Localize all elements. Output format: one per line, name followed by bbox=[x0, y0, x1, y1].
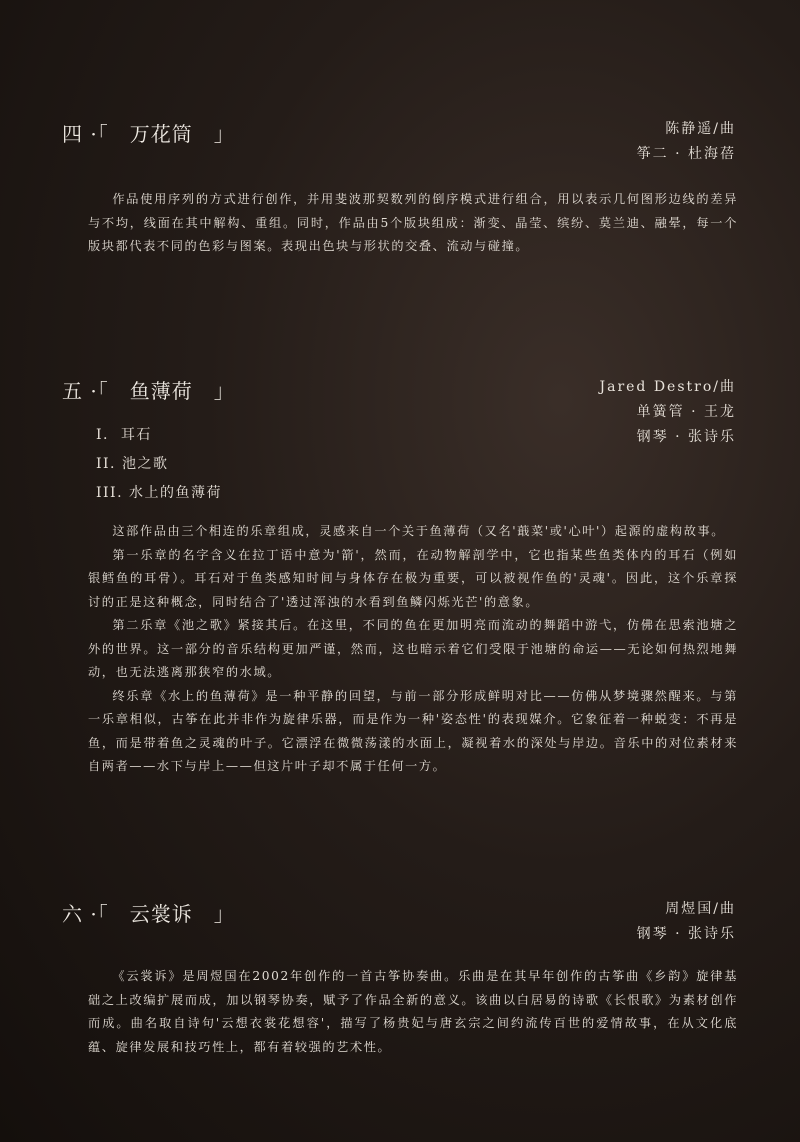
performer-credit: 钢琴 · 张诗乐 bbox=[636, 429, 736, 445]
movement-item: I. 耳石 bbox=[96, 427, 152, 443]
paragraph: 第一乐章的名字含义在拉丁语中意为'箭'，然而，在动物解剖学中，它也指某些鱼类体内的耳石（例如银鳕鱼的耳骨）。耳石对于鱼类感知时间与身体存在极为重要，可以被视作鱼的'灵魂'。因此，这个乐章探讨的正是这种概念，同时结合了'透过浑浊的水看到鱼鳞闪烁光芒'的意象。 bbox=[88, 547, 738, 609]
paragraph: 第二乐章《池之歌》紧接其后。在这里，不同的鱼在更加明亮而流动的舞蹈中游弋，仿佛在思索池塘之外的世界。这一部分的音乐结构更加严谨，然而，这也暗示着它们受限于池塘的命运——无论如何热烈地舞动，也无法逃离那狭窄的水域。 bbox=[88, 618, 738, 679]
paragraph: 这部作品由三个相连的乐章组成，灵感来自一个关于鱼薄荷（又名'蕺菜'或'心叶'）起源的虚构故事。 bbox=[112, 524, 726, 538]
performer-credit: 筝二 · 杜海蓓 bbox=[636, 146, 736, 162]
description bbox=[88, 520, 738, 779]
movement-item: II. 池之歌 bbox=[96, 456, 169, 472]
paragraph: 作品使用序列的方式进行创作，并用斐波那契数列的倒序模式进行组合，用以表示几何图形边线的差异与不均，线面在其中解构、重组。同时，作品由5个版块组成：渐变、晶莹、缤纷、莫兰迪、融晕，每一个版块都代表不同的色彩与图案。表现出色块与形状的交叠、流动与碰撞。 bbox=[88, 192, 738, 253]
credits bbox=[637, 117, 736, 167]
description bbox=[88, 188, 738, 259]
credits bbox=[599, 375, 736, 450]
section-title: 六 ·「 云裳诉 」 bbox=[62, 902, 235, 926]
paragraph: 终乐章《水上的鱼薄荷》是一种平静的回望，与前一部分形成鲜明对比——仿佛从梦境骤然醒来。与第一乐章相似，古筝在此并非作为旋律乐器，而是作为一种'姿态性'的表现媒介。它象征着一种蜕变：不再是鱼，而是带着鱼之灵魂的叶子。它漂浮在微微荡漾的水面上，凝视着水的深处与岸边。音乐中的对位素材来自两者——水下与岸上——但这片叶子却不属于任何一方。 bbox=[88, 688, 738, 773]
composer-credit: 周煜国/曲 bbox=[665, 901, 736, 917]
section-title: 四 ·「 万花筒 」 bbox=[62, 122, 235, 146]
movement-list bbox=[96, 421, 222, 508]
paragraph: 《云裳诉》是周煜国在2002年创作的一首古筝协奏曲。乐曲是在其早年创作的古筝曲《乡韵》旋律基础之上改编扩展而成，加以钢琴协奏，赋予了作品全新的意义。该曲以白居易的诗歌《长恨歌》为素材创作而成。曲名取自诗句'云想衣裳花想容'，描写了杨贵妃与唐玄宗之间约流传百世的爱情故事，在从文化底蕴、旋律发展和技巧性上，都有着较强的艺术性。 bbox=[88, 969, 738, 1054]
composer-credit: 陈静遥/曲 bbox=[665, 121, 736, 137]
performer-credit: 单簧管 · 王龙 bbox=[636, 404, 736, 420]
movement-item: III. 水上的鱼薄荷 bbox=[96, 485, 222, 501]
performer-credit: 钢琴 · 张诗乐 bbox=[636, 926, 736, 942]
section-title: 五 ·「 鱼薄荷 」 bbox=[62, 379, 235, 403]
credits bbox=[637, 897, 736, 947]
description bbox=[88, 965, 738, 1059]
composer-credit: Jared Destro/曲 bbox=[599, 379, 736, 395]
